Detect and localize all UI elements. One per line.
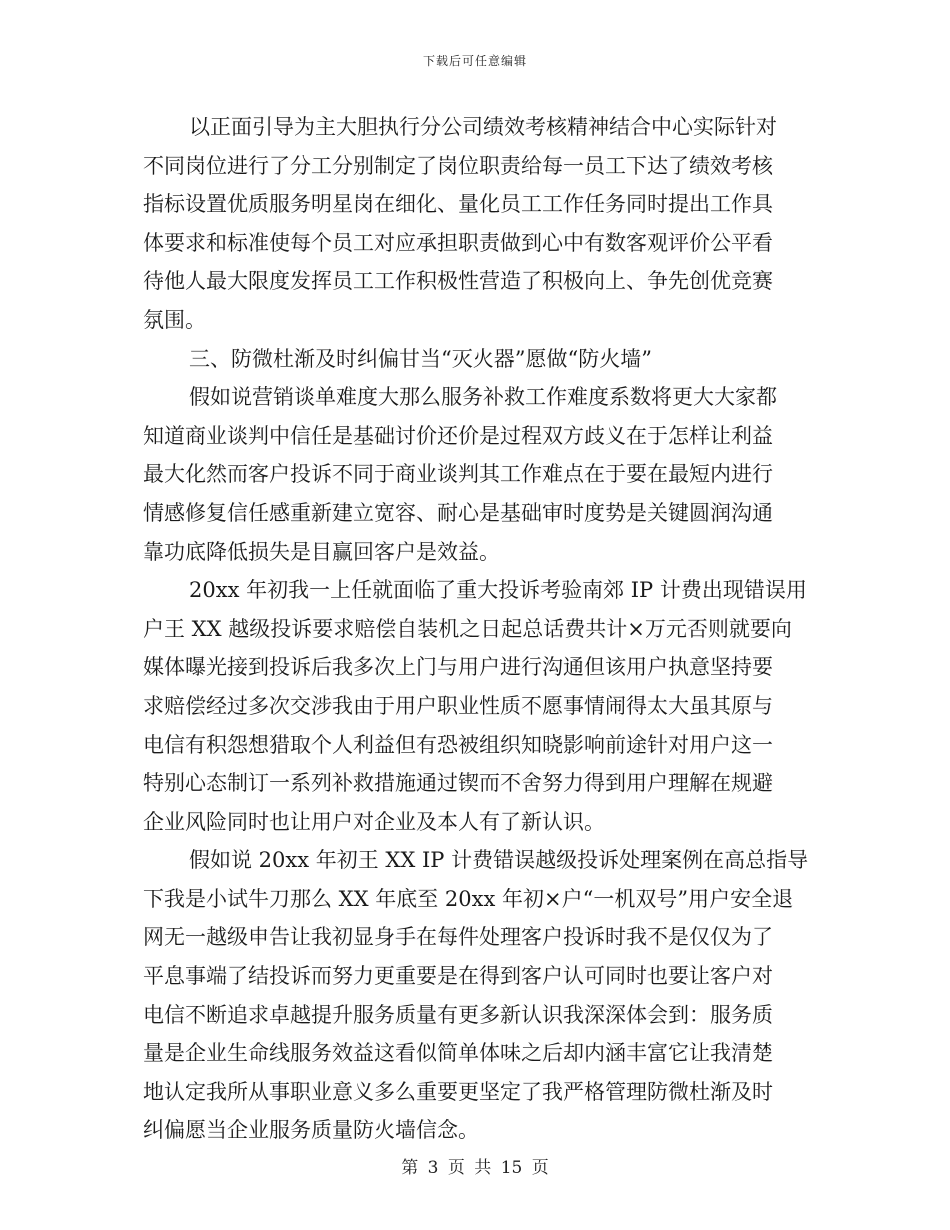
paragraph-line: 下我是小试牛刀那么 XX 年底至 20xx 年初×户“一机双号”用户安全退 (143, 886, 794, 911)
document-body (143, 108, 811, 1150)
paragraph-line: 电信不断追求卓越提升服务质量有更多新认识我深深体会到：服务质 (143, 1002, 773, 1027)
paragraph-line: 氛围。 (143, 307, 206, 332)
paragraph-line: 量是企业生命线服务效益这看似简单体味之后却内涵丰富它让我清楚 (143, 1041, 773, 1066)
paragraph-line: 纠偏愿当企业服务质量防火墙信念。 (143, 1118, 479, 1143)
paragraph-line: 企业风险同时也让用户对企业及本人有了新认识。 (143, 809, 605, 834)
paragraph-line: 特别心态制订一系列补救措施通过锲而不舍努力得到用户理解在规避 (143, 771, 773, 796)
paragraph-line: 求赔偿经过多次交涉我由于用户职业性质不愿事情闹得太大虽其原与 (143, 693, 773, 718)
paragraph-line: 以正面引导为主大胆执行分公司绩效考核精神结合中心实际针对 (189, 115, 777, 139)
paragraph-line: 待他人最大限度发挥员工工作积极性营造了积极向上、争先创优竞赛 (143, 269, 773, 294)
paragraph-line: 知道商业谈判中信任是基础讨价还价是过程双方歧义在于怎样让利益 (143, 423, 773, 448)
page-header: 下载后可任意编辑 (422, 54, 527, 68)
paragraph-line: 情感修复信任感重新建立宽容、耐心是基础审时度势是关键圆润沟通 (143, 500, 773, 525)
paragraph-line: 假如说 20xx 年初王 XX IP 计费错误越级投诉处理案例在高总指导 (189, 848, 809, 873)
paragraph-line: 网无一越级申告让我初显身手在每件处理客户投诉时我不是仅仅为了 (143, 925, 773, 950)
section-heading: 三、防微杜渐及时纠偏甘当“灭火器”愿做“防火墙” (189, 346, 652, 371)
paragraph-line: 地认定我所从事职业意义多么重要更坚定了我严格管理防微杜渐及时 (143, 1079, 773, 1104)
paragraph-line: 靠功底降低损失是目赢回客户是效益。 (143, 539, 500, 564)
paragraph-line: 最大化然而客户投诉不同于商业谈判其工作难点在于要在最短内进行 (143, 462, 773, 487)
paragraph-line: 指标设置优质服务明星岗在细化、量化员工工作任务同时提出工作具 (143, 192, 773, 217)
paragraph-line: 媒体曝光接到投诉后我多次上门与用户进行沟通但该用户执意坚持要 (143, 655, 773, 680)
paragraph-line: 电信有积怨想猎取个人利益但有恐被组织知晓影响前途针对用户这一 (143, 732, 773, 757)
paragraph-line: 体要求和标准使每个员工对应承担职责做到心中有数客观评价公平看 (143, 230, 773, 255)
page-number-footer: 第 3 页 共 15 页 (401, 1158, 549, 1178)
paragraph-line: 户王 XX 越级投诉要求赔偿自装机之日起总话费共计×万元否则就要向 (143, 616, 792, 641)
paragraph-line: 不同岗位进行了分工分别制定了岗位职责给每一员工下达了绩效考核 (143, 153, 773, 178)
paragraph-line: 20xx 年初我一上任就面临了重大投诉考验南郊 IP 计费出现错误用 (189, 578, 807, 603)
paragraph-line: 平息事端了结投诉而努力更重要是在得到客户认可同时也要让客户对 (143, 964, 773, 989)
paragraph-line: 假如说营销谈单难度大那么服务补救工作难度系数将更大大家都 (189, 385, 777, 410)
